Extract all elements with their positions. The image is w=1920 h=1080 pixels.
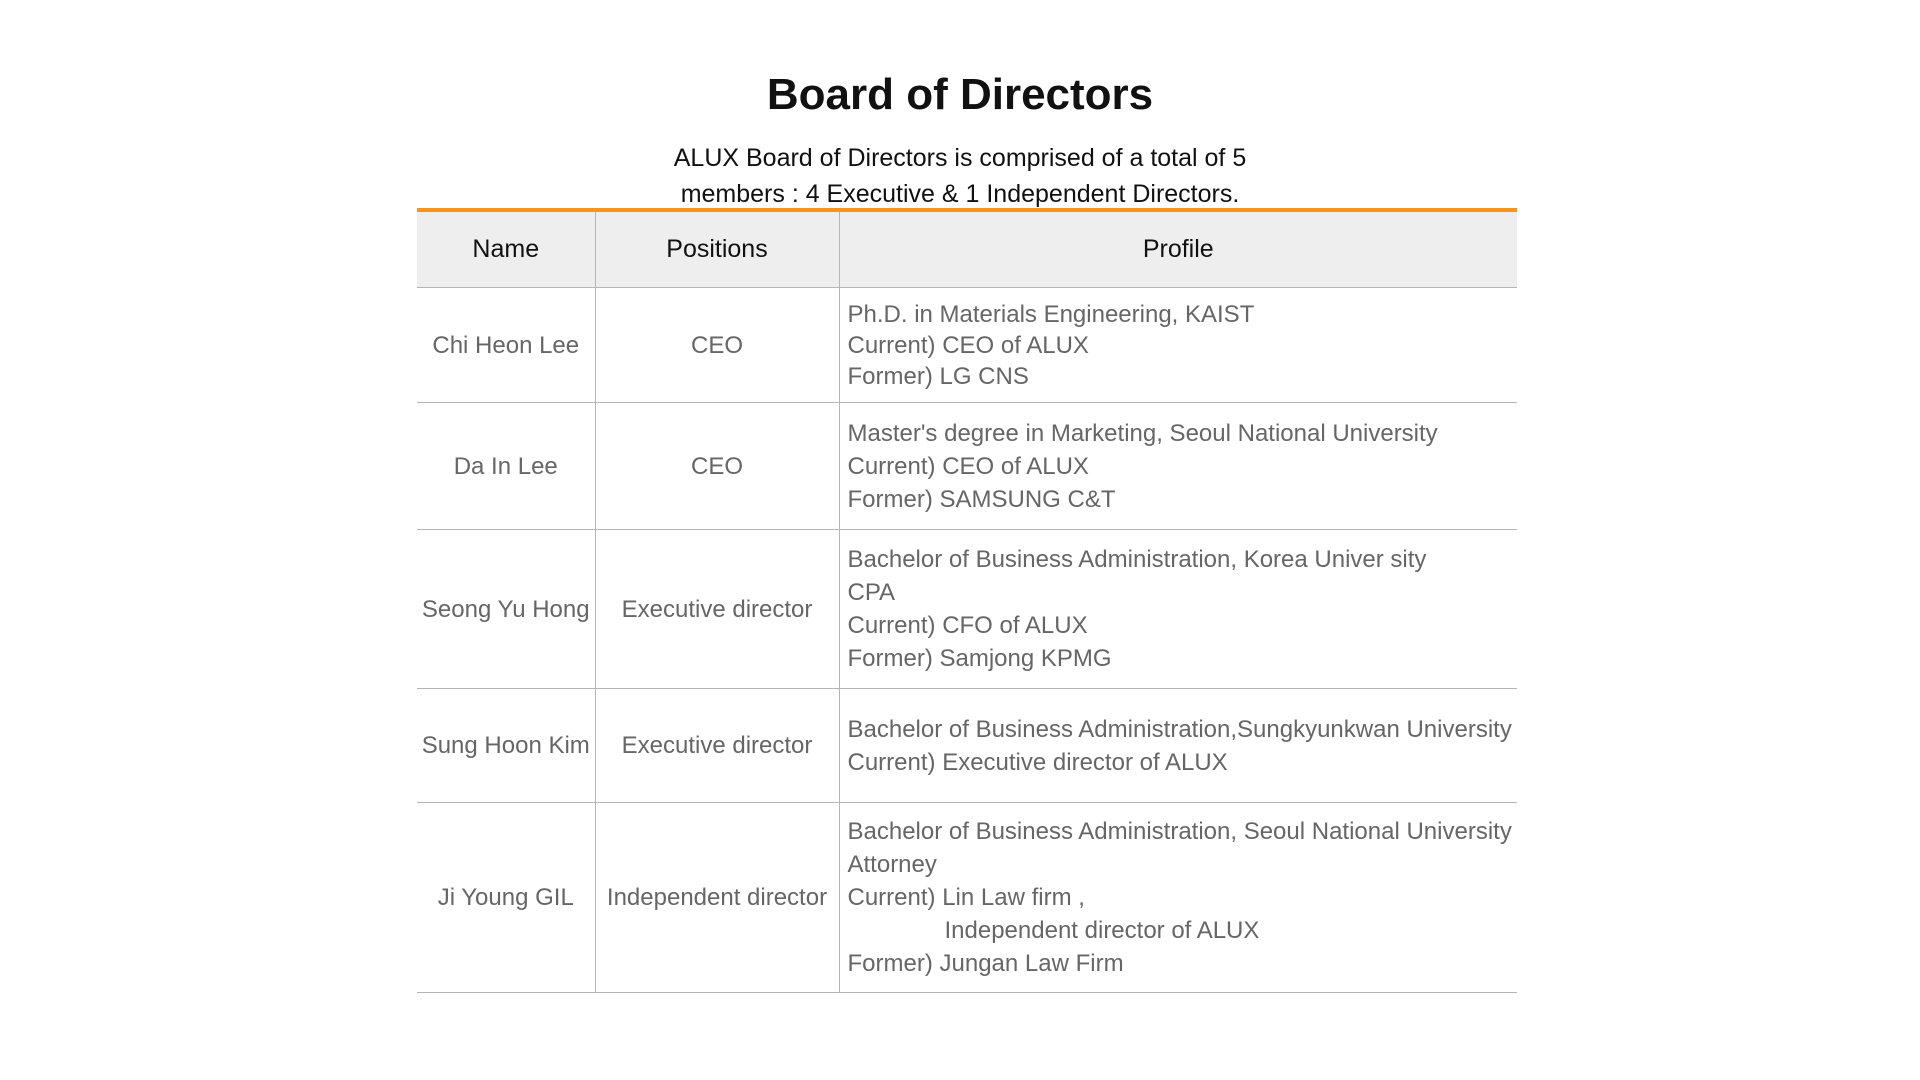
board-table [417,208,1517,993]
profile-line: Bachelor of Business Administration, Seoul National University [847,818,1512,845]
page-title: Board of Directors [766,70,1154,119]
profile-line: Former) Jungan Law Firm [847,950,1124,977]
director-position: CEO [595,288,839,403]
profile-line: Current) Lin Law firm , [847,884,1085,911]
profile-line: CPA [847,579,896,606]
table-row [417,288,1517,403]
profile-line: Former) LG CNS [847,362,1029,390]
profile-line: Bachelor of Business Administration,Sungkyunkwan University [847,715,1512,743]
director-profile [839,803,1517,993]
director-name: Chi Heon Lee [417,288,595,403]
director-name: Ji Young GIL [417,803,595,993]
table-row [417,803,1517,993]
table-row [417,530,1517,689]
page-subtitle [0,140,1920,212]
director-position: Executive director [595,530,839,689]
subtitle-line: ALUX Board of Directors is comprised of a total of 5 [673,144,1247,172]
profile-line: Current) CFO of ALUX [847,612,1088,639]
profile-line: Current) CEO of ALUX [847,452,1089,480]
table-row [417,403,1517,530]
profile-line: Ph.D. in Materials Engineering, KAIST [847,300,1255,328]
director-profile [839,530,1517,689]
director-position: CEO [595,403,839,530]
profile-line: Former) SAMSUNG C&T [847,485,1116,513]
column-header-name: Name [417,210,595,288]
director-profile [839,288,1517,403]
subtitle-line: members : 4 Executive & 1 Independent Directors. [680,180,1240,208]
profile-line: Independent director of ALUX [944,917,1260,944]
director-name: Seong Yu Hong [417,530,595,689]
director-name: Da In Lee [417,403,595,530]
director-position: Independent director [595,803,839,993]
column-header-positions: Positions [595,210,839,288]
profile-line: Master's degree in Marketing, Seoul National University [847,419,1438,447]
table-header-row [417,210,1517,288]
profile-line: Former) Samjong KPMG [847,645,1112,672]
profile-line: Attorney [847,851,937,878]
director-profile [839,689,1517,803]
table-row [417,689,1517,803]
column-header-profile: Profile [839,210,1517,288]
profile-line: Current) Executive director of ALUX [847,748,1228,776]
director-position: Executive director [595,689,839,803]
profile-line: Bachelor of Business Administration, Korea Univer sity [847,546,1427,573]
profile-line: Current) CEO of ALUX [847,331,1089,359]
director-profile [839,403,1517,530]
director-name: Sung Hoon Kim [417,689,595,803]
